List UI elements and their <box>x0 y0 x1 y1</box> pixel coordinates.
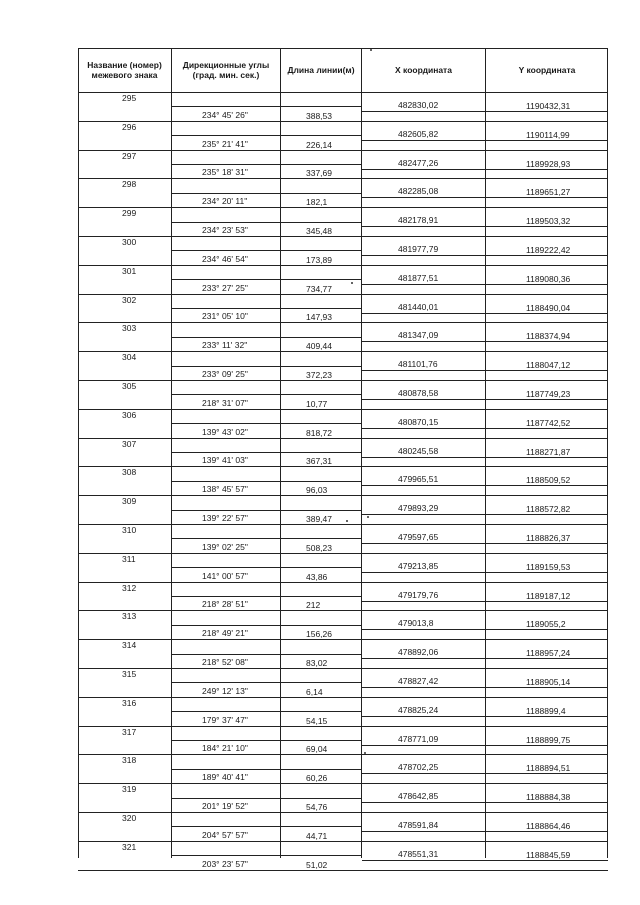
row-divider <box>78 668 608 669</box>
direction-angle: 234° 45' 26" <box>202 109 248 120</box>
header-length: Длина линии(м) <box>287 65 355 75</box>
row-divider-mid <box>362 831 608 832</box>
row-divider-mid <box>362 745 608 746</box>
row-divider-mid <box>362 169 608 170</box>
row-divider <box>78 639 608 640</box>
line-length: 147,93 <box>306 312 332 323</box>
row-divider <box>78 438 608 439</box>
row-divider-mid <box>172 769 361 770</box>
row-divider-mid <box>362 370 608 371</box>
line-length: 337,69 <box>306 168 332 179</box>
x-coordinate: 481101,76 <box>398 359 438 370</box>
y-coordinate: 1188271,87 <box>526 446 571 457</box>
direction-angle: 218° 28' 51" <box>202 599 248 610</box>
row-divider-mid <box>362 226 608 227</box>
y-coordinate: 1188572,82 <box>526 504 571 515</box>
row-divider-mid <box>172 567 361 568</box>
row-divider-mid <box>172 855 361 856</box>
x-coordinate: 478825,24 <box>398 704 439 715</box>
row-divider-mid <box>172 279 361 280</box>
x-coordinate: 480870,15 <box>398 416 439 427</box>
column-border <box>280 48 281 858</box>
line-length: 182,1 <box>306 197 328 208</box>
line-length: 6,14 <box>306 686 323 697</box>
row-divider-mid <box>362 341 608 342</box>
row-divider-mid <box>362 313 608 314</box>
y-coordinate: 1188899,75 <box>526 734 571 745</box>
y-coordinate: 1189055,2 <box>526 619 566 630</box>
direction-angle: 138° 45' 57" <box>202 484 248 495</box>
line-length: 69,04 <box>306 744 328 755</box>
y-coordinate: 1189503,32 <box>526 216 571 227</box>
point-number: 319 <box>122 784 137 795</box>
y-coordinate: 1188490,04 <box>526 302 571 313</box>
point-number: 316 <box>122 697 137 708</box>
direction-angle: 235° 21' 41" <box>202 138 248 149</box>
line-length: 54,15 <box>306 715 328 726</box>
scan-speck <box>370 49 372 51</box>
x-coordinate: 478892,06 <box>398 647 439 658</box>
y-coordinate: 1188957,24 <box>526 648 571 659</box>
row-divider-mid <box>362 629 608 630</box>
y-coordinate: 1189187,12 <box>526 590 571 601</box>
direction-angle: 139° 41' 03" <box>202 455 248 466</box>
row-divider-mid <box>362 428 608 429</box>
row-divider-mid <box>172 394 361 395</box>
scan-speck <box>367 516 369 518</box>
line-length: 60,26 <box>306 773 328 784</box>
row-divider <box>78 322 608 323</box>
direction-angle: 218° 31' 07" <box>202 397 248 408</box>
line-length: 54,76 <box>306 802 328 812</box>
direction-angle: 233° 27' 25" <box>202 282 248 293</box>
row-divider <box>78 265 608 266</box>
row-divider <box>78 754 608 755</box>
row-divider-mid <box>362 111 608 112</box>
direction-angle: 249° 12' 13" <box>202 685 248 696</box>
line-length: 43,86 <box>306 571 328 582</box>
direction-angle: 141° 00' 57" <box>202 570 248 581</box>
point-number: 308 <box>122 467 137 478</box>
y-coordinate: 1188884,38 <box>526 792 571 803</box>
direction-angle: 204° 57' 57" <box>202 829 248 840</box>
x-coordinate: 482285,08 <box>398 186 439 197</box>
point-number: 302 <box>122 294 137 305</box>
point-number: 299 <box>122 208 137 219</box>
line-length: 212 <box>306 600 321 611</box>
row-divider-mid <box>172 250 361 251</box>
x-coordinate: 479013,8 <box>398 618 434 629</box>
table-top-border <box>78 48 608 49</box>
row-divider <box>78 495 608 496</box>
line-length: 226,14 <box>306 139 332 150</box>
header-angle: Дирекционные углы (град. мин. сек.) <box>182 60 270 80</box>
row-divider-mid <box>172 538 361 539</box>
line-length: 389,47 <box>306 514 332 524</box>
row-divider <box>78 726 608 727</box>
row-divider-mid <box>362 543 608 544</box>
x-coordinate: 481347,09 <box>398 330 439 341</box>
row-divider-mid <box>172 481 361 482</box>
row-divider <box>78 812 608 813</box>
direction-angle: 139° 43' 02" <box>202 426 248 437</box>
row-divider-mid <box>362 197 608 198</box>
y-coordinate: 1188374,94 <box>526 331 571 342</box>
row-divider <box>78 582 608 583</box>
row-divider-mid <box>172 366 361 367</box>
x-coordinate: 479893,29 <box>398 503 439 514</box>
point-number: 307 <box>122 438 137 449</box>
line-length: 10,77 <box>306 398 328 409</box>
row-divider <box>78 841 608 842</box>
x-coordinate: 478702,25 <box>398 762 439 773</box>
point-number: 312 <box>122 582 137 593</box>
direction-angle: 218° 49' 21" <box>202 628 248 639</box>
row-divider-mid <box>172 625 361 626</box>
x-coordinate: 481440,01 <box>398 301 439 312</box>
y-coordinate: 1189222,42 <box>526 245 571 255</box>
point-number: 306 <box>122 409 137 420</box>
row-divider <box>78 409 608 410</box>
row-divider <box>78 466 608 467</box>
row-divider-mid <box>362 802 608 803</box>
direction-angle: 233° 09' 25" <box>202 369 248 379</box>
direction-angle: 234° 23' 53" <box>202 225 248 235</box>
row-divider-mid <box>172 222 361 223</box>
direction-angle: 179° 37' 47" <box>202 714 248 725</box>
header-y: Y координата <box>518 65 576 75</box>
row-divider-mid <box>362 658 608 659</box>
scan-speck <box>346 520 348 522</box>
point-number: 310 <box>122 525 137 535</box>
y-coordinate: 1188905,14 <box>526 677 571 687</box>
point-number: 304 <box>122 352 137 363</box>
point-number: 320 <box>122 813 137 823</box>
row-divider-mid <box>172 308 361 309</box>
direction-angle: 139° 22' 57" <box>202 513 248 523</box>
y-coordinate: 1188899,4 <box>526 705 566 716</box>
x-coordinate: 478591,84 <box>398 820 439 830</box>
x-coordinate: 479213,85 <box>398 560 439 571</box>
row-divider-mid <box>172 164 361 165</box>
row-divider-mid <box>172 510 361 511</box>
direction-angle: 235° 18' 31" <box>202 167 248 178</box>
row-divider-mid <box>362 140 608 141</box>
row-divider-mid <box>172 740 361 741</box>
row-divider <box>78 610 608 611</box>
line-length: 44,71 <box>306 830 328 841</box>
direction-angle: 189° 40' 41" <box>202 772 248 783</box>
column-border <box>78 48 79 858</box>
x-coordinate: 478642,85 <box>398 791 439 802</box>
row-divider <box>78 351 608 352</box>
line-length: 345,48 <box>306 226 332 236</box>
x-coordinate: 479597,65 <box>398 532 439 542</box>
direction-angle: 139° 02' 25" <box>202 541 248 552</box>
x-coordinate: 481877,51 <box>398 272 439 283</box>
x-coordinate: 479179,76 <box>398 589 439 600</box>
line-length: 409,44 <box>306 341 332 352</box>
row-divider <box>78 207 608 208</box>
row-divider <box>78 150 608 151</box>
point-number: 297 <box>122 150 137 161</box>
point-number: 317 <box>122 726 137 737</box>
scan-speck <box>351 282 353 284</box>
row-divider <box>78 697 608 698</box>
row-divider-mid <box>362 687 608 688</box>
line-length: 388,53 <box>306 110 332 121</box>
coordinates-table <box>78 48 608 870</box>
row-divider-mid <box>362 514 608 515</box>
x-coordinate: 481977,79 <box>398 244 439 254</box>
row-divider-mid <box>172 682 361 683</box>
header-x: X координата <box>395 65 452 75</box>
point-number: 313 <box>122 611 137 622</box>
row-divider <box>78 553 608 554</box>
row-divider-mid <box>172 826 361 827</box>
point-number: 301 <box>122 265 137 276</box>
row-divider-mid <box>172 135 361 136</box>
x-coordinate: 479965,51 <box>398 474 439 485</box>
y-coordinate: 1188845,59 <box>526 849 571 860</box>
row-divider <box>78 121 608 122</box>
y-coordinate: 1190432,31 <box>526 101 571 111</box>
row-divider-mid <box>172 423 361 424</box>
row-divider <box>78 236 608 237</box>
x-coordinate: 478771,09 <box>398 733 439 744</box>
row-divider-mid <box>172 798 361 799</box>
line-length: 372,23 <box>306 370 332 380</box>
row-divider-mid <box>172 711 361 712</box>
row-divider-mid <box>362 399 608 400</box>
point-number: 298 <box>122 179 137 190</box>
header-name: Название (номер) межевого знака <box>87 60 162 80</box>
x-coordinate: 482830,02 <box>398 100 439 110</box>
point-number: 303 <box>122 323 137 334</box>
row-divider <box>78 380 608 381</box>
line-length: 96,03 <box>306 485 328 496</box>
direction-angle: 203° 23' 57" <box>202 858 248 869</box>
point-number: 318 <box>122 755 137 766</box>
row-divider-mid <box>362 716 608 717</box>
line-length: 818,72 <box>306 427 332 438</box>
row-divider-mid <box>362 457 608 458</box>
row-divider-mid <box>172 193 361 194</box>
row-divider-mid <box>362 284 608 285</box>
point-number: 295 <box>122 93 137 103</box>
scan-speck <box>364 752 366 754</box>
direction-angle: 218° 52' 08" <box>202 657 248 667</box>
line-length: 51,02 <box>306 859 328 870</box>
x-coordinate: 482477,26 <box>398 157 439 168</box>
y-coordinate: 1187742,52 <box>526 417 571 428</box>
point-number: 305 <box>122 381 137 391</box>
row-divider-mid <box>362 255 608 256</box>
direction-angle: 201° 19' 52" <box>202 801 248 811</box>
y-coordinate: 1188894,51 <box>526 763 571 774</box>
y-coordinate: 1188509,52 <box>526 475 571 486</box>
y-coordinate: 1188047,12 <box>526 360 571 371</box>
header-bottom-border <box>78 92 608 93</box>
line-length: 156,26 <box>306 629 332 640</box>
row-divider <box>78 870 608 871</box>
point-number: 314 <box>122 640 137 651</box>
line-length: 83,02 <box>306 658 328 668</box>
column-border <box>171 48 172 858</box>
point-number: 300 <box>122 237 137 247</box>
line-length: 508,23 <box>306 542 332 553</box>
x-coordinate: 478551,31 <box>398 848 439 859</box>
row-divider-mid <box>362 860 608 861</box>
row-divider <box>78 178 608 179</box>
row-divider-mid <box>172 106 361 107</box>
direction-angle: 184° 21' 10" <box>202 743 248 754</box>
row-divider-mid <box>172 654 361 655</box>
point-number: 321 <box>122 841 137 852</box>
y-coordinate: 1188864,46 <box>526 821 571 831</box>
y-coordinate: 1189080,36 <box>526 273 571 284</box>
point-number: 309 <box>122 496 137 507</box>
row-divider-mid <box>172 452 361 453</box>
x-coordinate: 480245,58 <box>398 445 439 456</box>
y-coordinate: 1188826,37 <box>526 533 571 543</box>
y-coordinate: 1189651,27 <box>526 187 571 198</box>
point-number: 311 <box>122 553 136 564</box>
line-length: 734,77 <box>306 283 332 294</box>
direction-angle: 233° 11' 32" <box>202 340 248 351</box>
y-coordinate: 1190114,99 <box>526 129 570 140</box>
point-number: 315 <box>122 669 137 679</box>
line-length: 367,31 <box>306 456 332 467</box>
row-divider-mid <box>172 337 361 338</box>
row-divider-mid <box>362 572 608 573</box>
y-coordinate: 1189928,93 <box>526 158 571 169</box>
row-divider <box>78 294 608 295</box>
y-coordinate: 1187749,23 <box>526 389 571 399</box>
row-divider-mid <box>362 485 608 486</box>
row-divider <box>78 783 608 784</box>
direction-angle: 234° 20' 11" <box>202 196 248 207</box>
x-coordinate: 478827,42 <box>398 676 439 686</box>
x-coordinate: 482605,82 <box>398 128 439 139</box>
x-coordinate: 480878,58 <box>398 388 439 398</box>
row-divider <box>78 524 608 525</box>
row-divider-mid <box>362 601 608 602</box>
y-coordinate: 1189159,53 <box>526 561 571 572</box>
direction-angle: 231° 05' 10" <box>202 311 248 322</box>
line-length: 173,89 <box>306 254 332 265</box>
point-number: 296 <box>122 121 137 132</box>
row-divider-mid <box>172 596 361 597</box>
x-coordinate: 482178,91 <box>398 215 439 226</box>
row-divider-mid <box>362 773 608 774</box>
direction-angle: 234° 46' 54" <box>202 253 248 264</box>
